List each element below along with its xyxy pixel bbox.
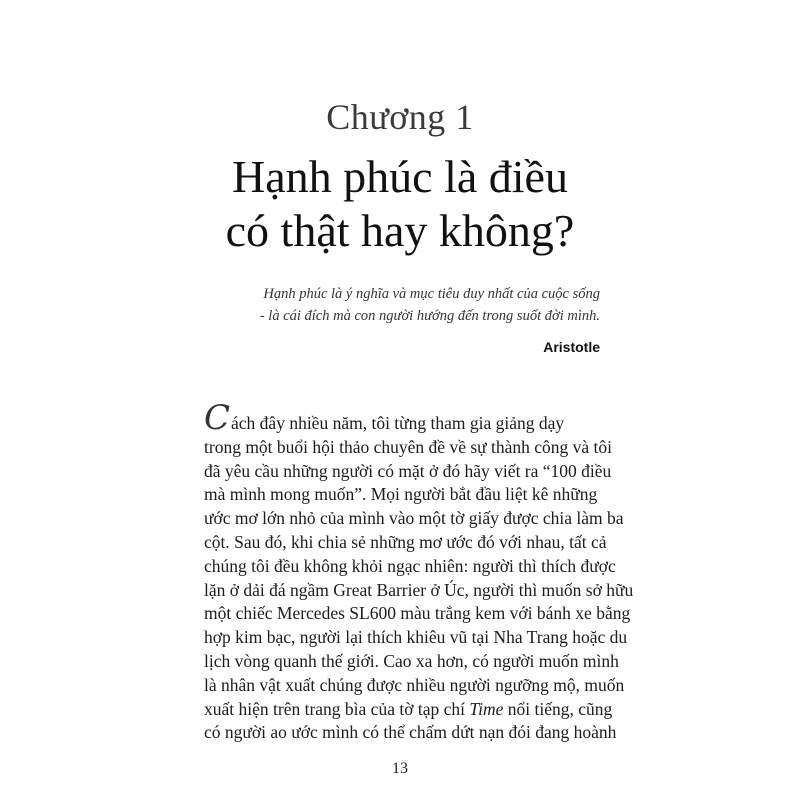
body-line-8: lặn ở dải đá ngầm Great Barrier ở Úc, người thì muốn sở hữu [204,579,634,600]
epigraph-author: Aristotle [543,339,600,355]
body-line-13 [204,698,613,722]
magazine-title: Time [469,698,504,719]
chapter-label: Chương 1 [326,97,474,137]
body-paragraph [204,398,634,745]
body-line-14: có người ao ước mình có thể chấm dứt nạn đói đang hoành [204,722,617,743]
body-line-10: hợp kim bạc, người lại thích khiêu vũ tại Nha Trang hoặc du [204,627,628,648]
chapter-title [0,150,800,258]
body-line-1 [204,398,604,438]
body-line-7: chúng tôi đều không khỏi ngạc nhiên: người thì thích được [204,555,616,576]
body-line-12: là nhân vật xuất chúng được nhiều người ngưỡng mộ, muốn [204,674,625,695]
body-line-3: đã yêu cầu những người có mặt ở đó hãy viết ra “100 điều [204,460,612,481]
epigraph-line-2: - là cái đích mà con người hướng đến trong suốt đời mình. [259,308,600,324]
body-line-5: ước mơ lớn nhỏ của mình vào một tờ giấy được chia làm ba [204,508,624,529]
body-line-1-text: ách đây nhiều năm, tôi từng tham gia giảng dạy [231,413,565,433]
body-line-9: một chiếc Mercedes SL600 màu trắng kem với bánh xe bằng [204,603,631,624]
chapter-title-line-1: Hạnh phúc là điều [232,151,568,202]
body-line-11: lịch vòng quanh thế giới. Cao xa hơn, có người muốn mình [204,650,619,671]
page-number: 13 [392,760,408,777]
body-line-13-b: nổi tiếng, cũng [503,698,613,719]
body-line-6: cột. Sau đó, khi chia sẻ những mơ ước đó với nhau, tất cả [204,531,607,552]
body-line-13-a: xuất hiện trên trang bìa của tờ tạp chí [204,698,470,719]
body-line-2: trong một buổi hội thảo chuyên đề về sự thành công và tôi [204,436,613,457]
epigraph-quote [240,283,600,327]
epigraph-line-1: Hạnh phúc là ý nghĩa và mục tiêu duy nhất của cuộc sống [263,286,600,302]
drop-cap: C [204,398,231,438]
chapter-title-line-2: có thật hay không? [225,205,575,256]
body-line-4: mà mình mong muốn”. Mọi người bắt đầu liệt kê những [204,484,598,505]
